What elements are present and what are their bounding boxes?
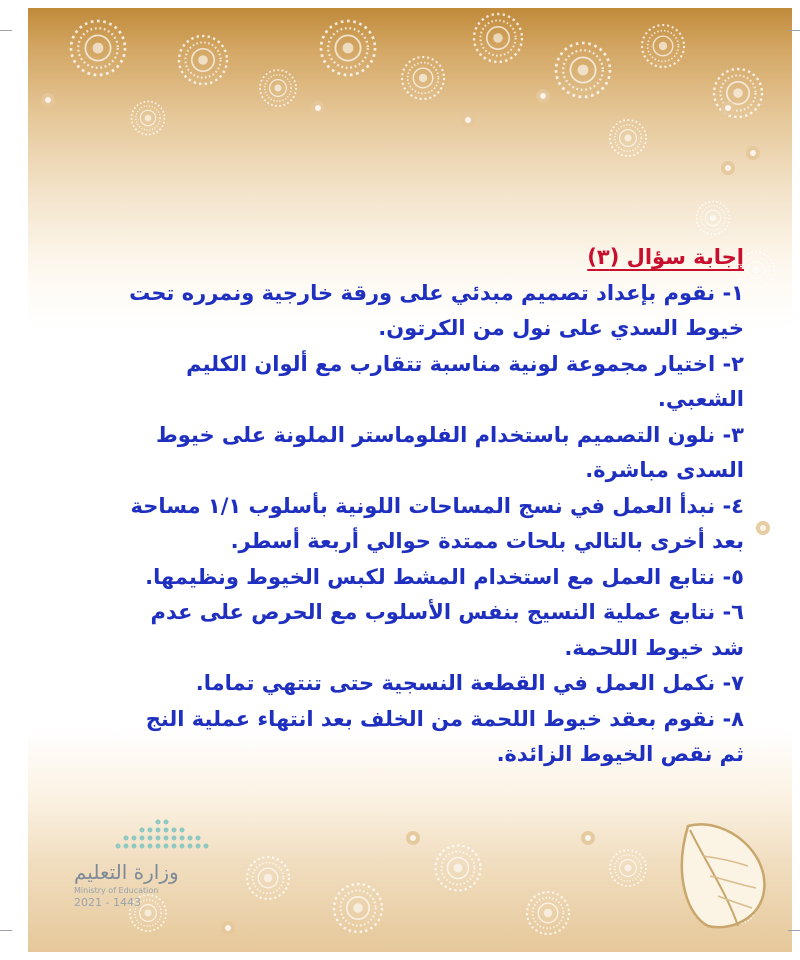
answer-step-5: ٥- نتابع العمل مع استخدام المشط لكبس الخيوط ونظيمها. xyxy=(145,564,744,589)
crop-mark-left-bottom xyxy=(0,930,12,931)
answer-step-8: ٨- نقوم بعقد خيوط اللحمة من الخلف بعد انتهاء عملية النج ثم نقص الخيوط الزائدة. xyxy=(145,706,744,766)
answer-heading: إجابة سؤال (٣) xyxy=(587,245,744,269)
edition-year: 2021 - 1443 xyxy=(74,896,141,909)
crop-mark-right-top xyxy=(788,30,800,31)
ministry-logo xyxy=(68,816,218,909)
answer-step-4: ٤- نبدأ العمل في نسج المساحات اللونية بأسلوب ١/١ مساحة بعد أخرى بالتالي بلحات ممتدة حوالي أربعة أسطر. xyxy=(130,493,744,553)
ministry-name: وزارة التعليم xyxy=(74,860,179,884)
answer-step-2: ٢- اختيار مجموعة لونية مناسبة تتقارب مع ألوان الكليم الشعبي. xyxy=(186,351,744,411)
ministry-subtitle: Ministry of Education xyxy=(74,886,159,895)
ministry-logo-icon xyxy=(108,816,228,856)
answer-block xyxy=(124,240,744,773)
answer-step-6: ٦- نتابع عملية النسيج بنفس الأسلوب مع الحرص على عدم شد خيوط اللحمة. xyxy=(150,600,744,660)
leaf-icon xyxy=(668,816,778,936)
answer-step-7: ٧- نكمل العمل في القطعة النسجية حتى تنتهي تماما. xyxy=(195,671,744,695)
page-background xyxy=(28,8,792,952)
answer-step-3: ٣- نلون التصميم باستخدام الفلوماستر الملونة على خيوط السدى مباشرة. xyxy=(155,422,744,482)
answer-step-1: ١- نقوم بإعداد تصميم مبدئي على ورقة خارجية ونمرره تحت خيوط السدي على نول من الكرتون. xyxy=(129,280,744,340)
crop-mark-left-top xyxy=(0,30,12,31)
crop-mark-right-bottom xyxy=(788,930,800,931)
